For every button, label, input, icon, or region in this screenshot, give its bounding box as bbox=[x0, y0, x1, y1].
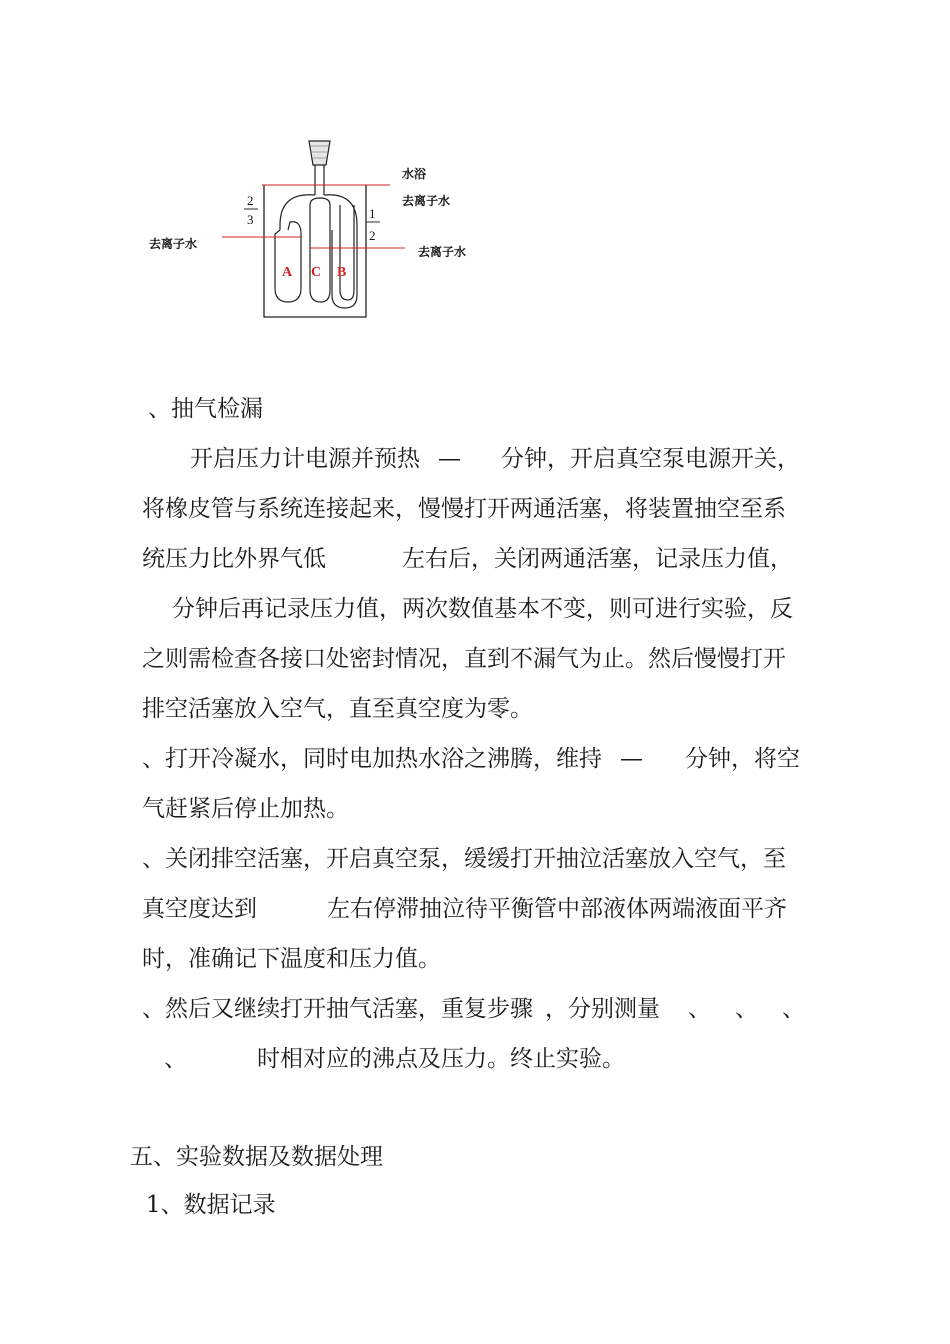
tube-a bbox=[275, 222, 301, 302]
tube-letter-c: C bbox=[311, 265, 322, 280]
tube-b bbox=[340, 205, 354, 300]
fraction-left-denominator: 3 bbox=[247, 212, 254, 227]
paragraph2-line1 bbox=[142, 744, 800, 774]
apparatus-diagram bbox=[140, 130, 480, 330]
fraction-left-numerator: 2 bbox=[247, 193, 254, 208]
separator: 、 bbox=[164, 1046, 187, 1072]
dash: — bbox=[620, 746, 643, 772]
text-segment: 分钟，开启真空泵电源开关， bbox=[501, 446, 800, 472]
separator: 、 bbox=[782, 996, 805, 1022]
label-deionized-water-right-bottom: 去离子水 bbox=[418, 245, 467, 259]
subsection-heading: 1、数据记录 bbox=[146, 1192, 276, 1218]
fraction-right-denominator: 2 bbox=[369, 228, 376, 243]
dash: — bbox=[438, 446, 461, 472]
text-segment: 、然后又继续打开抽气活塞，重复步骤 bbox=[142, 996, 533, 1022]
tube-letter-b: B bbox=[337, 265, 347, 280]
label-deionized-water-right-top: 去离子水 bbox=[402, 194, 451, 208]
paragraph3-line1: 、关闭排空活塞，开启真空泵，缓缓打开抽泣活塞放入空气，至 bbox=[142, 846, 786, 872]
paragraph1-line1 bbox=[190, 444, 800, 474]
separator: 、 bbox=[688, 996, 711, 1022]
text-segment: ，分别测量 bbox=[545, 996, 660, 1022]
paragraph3-line2 bbox=[142, 894, 787, 924]
text-segment: 分钟，将空 bbox=[685, 746, 800, 772]
text-segment: 左右后，关闭两通活塞，记录压力值， bbox=[402, 546, 793, 572]
text-segment: 左右停滞抽泣待平衡管中部液体两端液面平齐 bbox=[327, 896, 787, 922]
paragraph4-line1 bbox=[142, 994, 805, 1024]
paragraph2-line2: 气赶紧后停止加热。 bbox=[142, 796, 349, 822]
label-deionized-water-left: 去离子水 bbox=[149, 237, 198, 251]
equilibrium-tube bbox=[280, 195, 357, 308]
text-segment: 时相对应的沸点及压力。终止实验。 bbox=[257, 1046, 625, 1072]
paragraph1-line4: 分钟后再记录压力值，两次数值基本不变，则可进行实验，反 bbox=[172, 596, 793, 622]
paragraph4-line2 bbox=[164, 1044, 625, 1074]
paragraph1-line2: 将橡皮管与系统连接起来，慢慢打开两通活塞，将装置抽空至系 bbox=[142, 496, 786, 522]
text-segment: 统压力比外界气低 bbox=[142, 546, 326, 572]
text-segment: 真空度达到 bbox=[142, 896, 257, 922]
separator: 、 bbox=[735, 996, 758, 1022]
fraction-right-numerator: 1 bbox=[369, 206, 376, 221]
tube-c bbox=[310, 198, 330, 302]
stopper bbox=[309, 141, 330, 165]
label-water-bath: 水浴 bbox=[402, 167, 427, 181]
water-bath-beaker bbox=[264, 185, 366, 317]
paragraph1-line3 bbox=[142, 544, 793, 574]
text-segment: 、打开冷凝水，同时电加热水浴之沸腾，维持 bbox=[142, 746, 602, 772]
tube-letter-a: A bbox=[282, 265, 293, 280]
paragraph1-line5: 之则需检查各接口处密封情况，直到不漏气为止。然后慢慢打开 bbox=[142, 646, 786, 672]
section-heading: 五、实验数据及数据处理 bbox=[130, 1144, 383, 1170]
step-title: 、抽气检漏 bbox=[148, 396, 263, 422]
paragraph3-line3: 时，准确记下温度和压力值。 bbox=[142, 946, 441, 972]
paragraph1-line6: 排空活塞放入空气，直至真空度为零。 bbox=[142, 696, 533, 722]
text-segment: 开启压力计电源并预热 bbox=[190, 446, 420, 472]
